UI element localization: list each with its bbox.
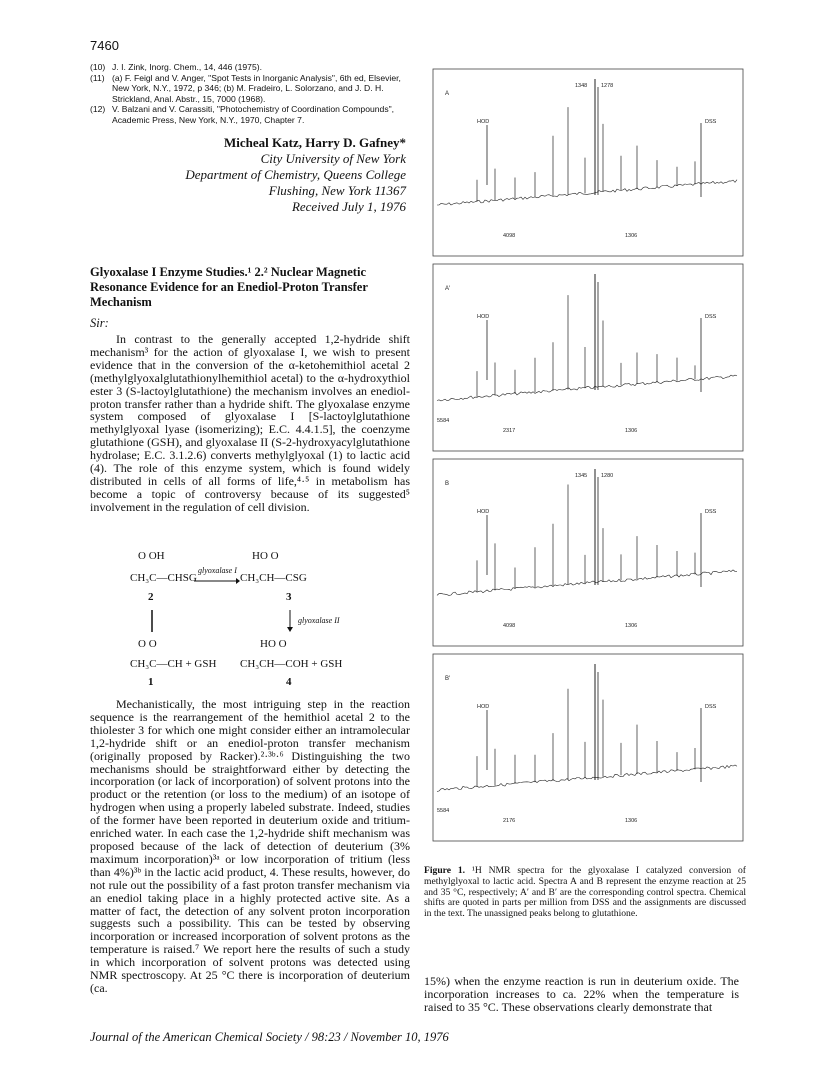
author-block (90, 135, 406, 215)
journal-footer: Journal of the American Chemical Society / 98:23 / November 10, 1976 (90, 1030, 449, 1044)
reaction-scheme (90, 548, 410, 698)
spectrum-baseline (437, 375, 737, 401)
hod-label: HOD (477, 704, 490, 710)
scheme-label-1: 1 (148, 676, 154, 688)
scheme-arrow-label-2: glyoxalase II (298, 616, 340, 625)
spectrum-panel-label: A (445, 91, 450, 97)
scheme-compound-1-top: O O (138, 638, 157, 650)
hod-label: HOD (477, 509, 490, 515)
spectrum-panel-frame (433, 654, 743, 841)
scheme-compound-2: CH₃C—CHSG (130, 572, 197, 584)
dss-label: DSS (705, 314, 717, 320)
scheme-compound-4: CH₃CH—COH + GSH (240, 658, 343, 670)
peak-label-bottom: 1306 (625, 233, 638, 239)
peak-label-bottom: 2176 (503, 818, 516, 824)
spectrum-panel-label: B (445, 481, 450, 487)
spectrum-baseline (437, 180, 737, 205)
peak-label-bottom: 2317 (503, 428, 516, 434)
dss-label: DSS (705, 509, 717, 515)
affiliation-line: City University of New York (260, 151, 406, 166)
peak-label-bottom: 1306 (625, 623, 638, 629)
spectrum-panel-label: B′ (445, 676, 451, 682)
equilibrium-arrow (148, 610, 156, 632)
spectrum-panel-label: A′ (445, 286, 451, 292)
salutation: Sir: (90, 316, 109, 330)
affiliation-line: Department of Chemistry, Queens College (185, 167, 406, 182)
body-paragraph: In contrast to the generally accepted 1,2-hydride shift mechanism³ for the action of glyoxalase I, we wish to present evidence that in the conversion of the α-ketohemithiol acetal 2 (methylglyoxalglutathionylhemithiol acetal) to the α-hydroxythiol ester 3 (S-lactoylglutathione) the mechanism involves an enediol-proton transfer rather than a hydride shift. The glyoxalase enzyme system composed of glyoxalase I [S-lactoylglutathione methylglyoxal lyase (isomerizing); E.C. 4.4.1.5], the coenzyme glutathione (GSH), and glyoxalase II (S-2-hydroxyacylglutathione hydrolase; E.C. 3.1.2.6) converts methylglyoxal (1) to lactic acid (4). The role of this enzyme system, which is found widely distributed in cells of all forms of life,⁴·⁵ in metabolism has become a topic of controversy because of its suggested⁵ involvement in the regulation of cell division. (90, 332, 410, 514)
hod-label: HOD (477, 314, 490, 320)
peak-label-left: 5584 (437, 808, 450, 814)
scheme-arrow-label-1: glyoxalase I (198, 566, 237, 575)
peak-label-bottom: 1306 (625, 818, 638, 824)
reference-item: (12) V. Balzani and V. Carassiti, "Photochemistry of Coordination Compounds", Academic Press, New York, N.Y., 1970, Chapter 7. (90, 104, 395, 125)
received-date: Received July 1, 1976 (291, 199, 406, 214)
dss-label: DSS (705, 119, 717, 125)
references-list (90, 62, 420, 126)
scheme-label-3: 3 (286, 591, 292, 603)
peak-label-top: 1280 (601, 473, 614, 479)
body-paragraph: 15%) when the enzyme reaction is run in deuterium oxide. The incorporation increases to ca. 22% when the temperature is raised to 35 °C. These observations clearly demonstrate that (424, 974, 739, 1014)
scheme-compound-3-top: HO O (252, 550, 279, 562)
peak-label-top: 1278 (601, 83, 614, 89)
reference-item: (11) (a) F. Feigl and V. Anger, "Spot Tests in Inorganic Analysis", 6th ed, Elsevier, New York, N.Y., 1972, p 346; (b) M. Fradeiro, L. Solorzano, and J. D. H. Strickland, Anal. Abstr., 15, 7000 (1968). (90, 72, 401, 104)
reaction-arrow (286, 610, 294, 632)
figure-caption: Figure 1. ¹H NMR spectra for the glyoxalase I catalyzed conversion of methylglyoxal to lactic acid. Spectra A and B represent the enzyme reaction at 25 and 35 °C, respectively; A′ and B′ are the corresponding control spectra. Chemical shifts are quoted in parts per million from DSS and the assignments are discussed in the text. The unassigned peaks belong to glutathione. (424, 865, 746, 920)
spectrum-panel-frame (433, 69, 743, 256)
peak-label-top: 1348 (575, 83, 588, 89)
affiliation-line: Flushing, New York 11367 (268, 183, 406, 198)
spectrum-panel-frame (433, 264, 743, 451)
scheme-label-4: 4 (286, 676, 292, 688)
peak-label-bottom: 4098 (503, 623, 516, 629)
scheme-label-2: 2 (148, 591, 154, 603)
author-names: Micheal Katz, Harry D. Gafney* (224, 135, 406, 150)
spectrum-panel-frame (433, 459, 743, 646)
dss-label: DSS (705, 704, 717, 710)
scheme-compound-4-top: HO O (260, 638, 287, 650)
reaction-arrow (194, 578, 240, 584)
scheme-compound-1: CH₃C—CH + GSH (130, 658, 217, 670)
peak-label-bottom: 1306 (625, 428, 638, 434)
peak-label-left: 5584 (437, 418, 450, 424)
peak-label-bottom: 4098 (503, 233, 516, 239)
nmr-spectra-figure (425, 65, 750, 855)
body-paragraph: Mechanistically, the most intriguing step in the reaction sequence is the rearrangement of the hemithiol acetal 2 to the thiolester 3 for which one might consider either an intramolecular 1,2-hydride shift or an enediol-proton transfer mechanism (originally proposed by Racker).²·³ᵇ·⁶ Distinguishing the two mechanisms should be straightforward either by detecting the incorporation (or lack of incorporation) of solvent protons into the product or the retention (or loss to the medium) of an isotope of hydrogen when using a properly labeled substrate. Indeed, studies of the former have been reported in deuterium oxide and tritium-enriched water. In each case the 1,2-hydride shift mechanism was proposed because of the lack of detection of deuterium (3% maximum incorporation)³ᵃ or low incorporation of tritium (less than 4%)³ᵇ in the lactic acid product, 4. These results, however, do not rule out the possibility of a fast proton transfer mechanism via an enediol taking place in a highly protected active site. As a matter of fact, the detection of any solvent proton incorporation suggests such a possibility. This can be tested by observing incorporation or increased incorporation of solvent protons as the temperature is raised.⁷ We report here the results of such a study in which incorporation of solvent protons was detected using NMR spectroscopy. At 25 °C there is incorporation of deuterium (ca. (90, 697, 410, 995)
spectrum-baseline (437, 765, 737, 791)
page-number: 7460 (90, 38, 119, 53)
reference-item: (10) J. I. Zink, Inorg. Chem., 14, 446 (1975). (90, 62, 262, 72)
article-title: Glyoxalase I Enzyme Studies.¹ 2.² Nuclear Magnetic Resonance Evidence for an Enediol-Proton Transfer Mechanism (90, 265, 368, 309)
spectrum-baseline (437, 570, 737, 596)
hod-label: HOD (477, 119, 490, 125)
peak-label-top: 1345 (575, 473, 588, 479)
scheme-compound-2-top: O OH (138, 550, 165, 562)
scheme-compound-3: CH₃CH—CSG (240, 572, 307, 584)
